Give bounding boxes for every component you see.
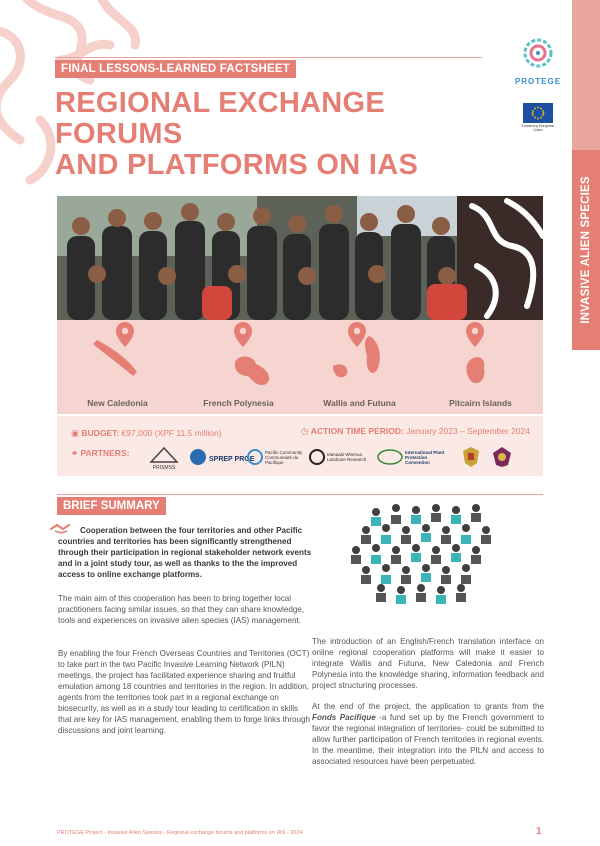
- eu-caption: Funded by European Union: [521, 124, 555, 132]
- header-rule: [55, 57, 482, 58]
- partners-label: ⚭ PARTNERS:: [71, 448, 130, 458]
- territory-label: Pitcairn Islands: [449, 398, 512, 408]
- territory-wallis-futuna: [299, 320, 420, 414]
- team-photo: [57, 196, 543, 320]
- summary-paragraph-1: The main aim of this cooperation has been to bring together local practitioners facing similar issues, so that they can share knowledge, tools and experiences on invasive alien species (IAS) management.: [58, 594, 305, 625]
- clock-icon: ◷: [301, 426, 311, 436]
- period-line: [301, 426, 530, 437]
- summary-heading: BRIEF SUMMARY: [57, 497, 166, 515]
- money-icon: ▣: [71, 428, 82, 438]
- map-pin-icon: [178, 320, 299, 390]
- summary-paragraph-2: By enabling the four French Overseas Countries and Territories (OCT) to take part in the two Pacific Invasive Learning Network (PILN) meetings, the project has facilitated experience sharing and fruitful emulation among 18 countries and territories in the region. In addition, agents from the territories took part in a regional exchange on biosecurity, as well as in a study tour leading to certification in skills that are key for IAS management, enabling them to forge links through discussions and joint learning.: [58, 649, 310, 735]
- svg-text:SPREP PROE: SPREP PROE: [209, 456, 255, 463]
- partner-logo-spc: Pacific Community Communauté du Pacifique: [247, 442, 307, 472]
- territory-french-polynesia: [178, 320, 299, 414]
- eu-flag-icon: [523, 103, 553, 123]
- partner-logo-emblem-1: [461, 442, 481, 472]
- title-line-1: REGIONAL EXCHANGE FORUMS: [55, 87, 386, 150]
- partner-logos: [147, 442, 539, 472]
- summary-paragraph-4: At the end of the project, the application to grants from the Fonds Pacifique -a fund set up by the French government to favor the regional integration of territories- could be submitted to allow further participation of French territories in regional events. In the meantime, their integration into the PILN and access to associated resources have been perpetuated.: [312, 702, 545, 766]
- partner-logo-sprep: [189, 442, 255, 472]
- coat-of-arms-icon: [491, 445, 513, 469]
- eu-logo: [520, 103, 556, 132]
- partner-logo-manaaki: Manaaki Whenua Landcare Research: [309, 442, 373, 472]
- territory-label: New Caledonia: [87, 398, 148, 408]
- map-pin-icon: [420, 320, 541, 390]
- map-pin-icon: [299, 320, 420, 390]
- period-label: ACTION TIME PERIOD:: [310, 426, 404, 436]
- budget-line: [71, 428, 222, 439]
- protege-wordmark: PROTEGE: [514, 77, 562, 86]
- summary-rule: [57, 494, 543, 495]
- territories-map-strip: [57, 320, 543, 414]
- footer-text: PROTEGE Project - Invasive Alien Species - Regional exchange forums and platforms on IAS - 2024: [57, 830, 303, 836]
- coat-of-arms-icon: [461, 445, 481, 469]
- territory-pitcairn: [420, 320, 541, 414]
- page-title: [55, 88, 505, 181]
- partner-logo-ippc: International Plant Protection Convention: [377, 442, 449, 472]
- side-tab-label: INVASIVE ALIEN SPECIES: [580, 176, 593, 324]
- period-value: January 2023 – September 2024: [403, 426, 530, 436]
- group-photo: [336, 496, 504, 608]
- project-info-panel: [57, 416, 543, 476]
- handshake-icon: ⚭: [71, 448, 81, 458]
- title-line-2: AND PLATFORMS ON IAS: [55, 149, 419, 181]
- territory-label: Wallis and Futuna: [323, 398, 396, 408]
- page-number: 1: [536, 826, 542, 837]
- protege-emblem-icon: [519, 36, 557, 70]
- summary-paragraph-3: The introduction of an English/French translation interface on online regional cooperation platforms will make it easier to integrate Wallis and Futuna, New Caledonia and French Polynesia into the knowledge sharing, information feedback and project structuring processes.: [312, 637, 544, 690]
- partner-logo-prismss: [147, 442, 181, 472]
- protege-logo: [511, 36, 565, 96]
- territory-new-caledonia: [57, 320, 178, 414]
- territory-label: French Polynesia: [203, 398, 274, 408]
- factsheet-tag: FINAL LESSONS-LEARNED FACTSHEET: [55, 60, 296, 78]
- summary-intro: Cooperation between the four territories and other Pacific countries and territories has been significantly strengthened through their participation in regional stakeholder network events and in a joint study tour, as well as thanks to the the improved access to online exchange platforms.: [58, 526, 312, 579]
- map-pin-icon: [57, 320, 178, 390]
- partner-logo-emblem-2: [491, 442, 513, 472]
- svg-text:PRISMSS: PRISMSS: [152, 465, 176, 471]
- budget-label: BUDGET:: [81, 428, 120, 438]
- budget-value: €97,000 (XPF 11.5 million): [119, 428, 222, 438]
